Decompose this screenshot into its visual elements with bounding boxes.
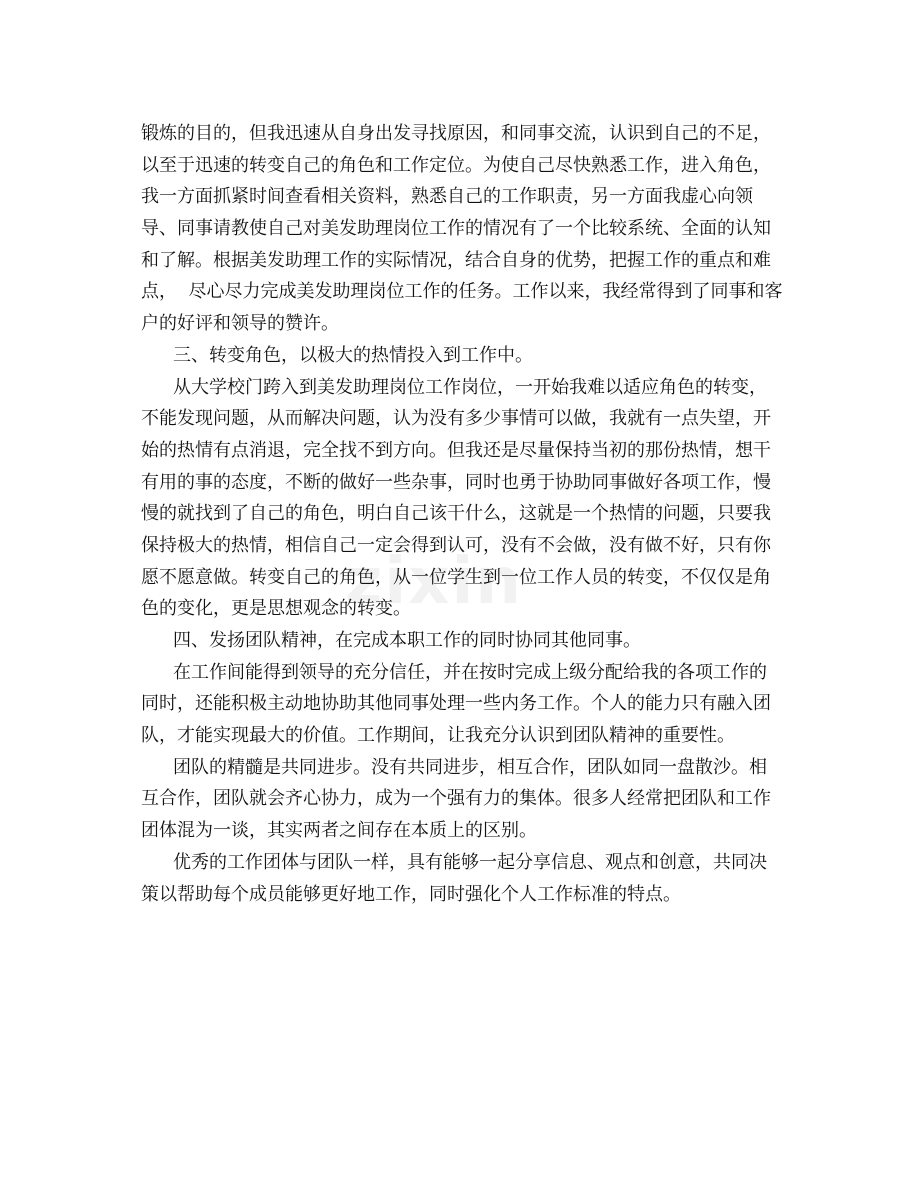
text-line-18: 在工作间能得到领导的充分信任，并在按时完成上级分配给我的各项工作的 — [173, 661, 767, 683]
text-line-14: 保持极大的热情，相信自己一定会得到认可，没有不会做，没有做不好，只有你 — [141, 534, 771, 556]
text-line-15: 愿不愿意做。转变自己的角色，从一位学生到一位工作人员的转变，不仅仅是角 — [141, 566, 771, 588]
text-line-21: 团队的精髓是共同进步。没有共同进步，相互合作，团队如同一盘散沙。相 — [173, 756, 767, 778]
text-line-19: 同时，还能积极主动地协助其他同事处理一些内务工作。个人的能力只有融入团 — [141, 693, 771, 715]
section-heading-4: 四、发扬团队精神，在完成本职工作的同时协同其他同事。 — [173, 630, 641, 651]
text-line-3: 我一方面抓紧时间查看相关资料，熟悉自己的工作职责，另一方面我虚心向领 — [141, 186, 753, 208]
text-line-13: 慢的就找到了自己的角色，明白自己该干什么，这就是一个热情的问题，只要我 — [141, 503, 771, 525]
document-body — [141, 118, 781, 910]
text-line-1: 锻炼的目的，但我迅速从自身出发寻找原因，和同事交流，认识到自己的不足， — [141, 123, 771, 144]
watermark: zixin — [345, 545, 523, 619]
text-line-24: 优秀的工作团体与团队一样，具有能够一起分享信息、观点和创意，共同决 — [173, 851, 767, 873]
text-line-16: 色的变化，更是思想观念的转变。 — [141, 598, 411, 620]
text-line-23: 团体混为一谈，其实两者之间存在本质上的区别。 — [141, 820, 537, 842]
section-heading-3: 三、转变角色，以极大的热情投入到工作中。 — [173, 344, 533, 366]
text-line-25: 策以帮助每个成员能够更好地工作，同时强化个人工作标准的特点。 — [141, 883, 681, 905]
text-line-7: 户的好评和领导的赞许。 — [141, 313, 339, 335]
text-line-10: 不能发现问题，从而解决问题，认为没有多少事情可以做，我就有一点失望，开 — [141, 408, 771, 430]
text-line-2: 以至于迅速的转变自己的角色和工作定位。为使自己尽快熟悉工作，进入角色， — [141, 154, 771, 176]
text-line-11: 始的热情有点消退，完全找不到方向。但我还是尽量保持当初的那份热情，想干 — [141, 439, 771, 461]
text-line-6: 点， 尽心尽力完成美发助理岗位工作的任务。工作以来，我经常得到了同事和客 — [141, 281, 783, 303]
text-line-20: 队，才能实现最大的价值。工作期间，让我充分认识到团队精神的重要性。 — [141, 725, 735, 747]
text-line-9: 从大学校门跨入到美发助理岗位工作岗位，一开始我难以适应角色的转变， — [173, 376, 767, 398]
text-line-12: 有用的事的态度，不断的做好一些杂事，同时也勇于协助同事做好各项工作，慢 — [141, 471, 771, 493]
text-line-5: 和了解。根据美发助理工作的实际情况，结合自身的优势，把握工作的重点和难 — [141, 249, 771, 271]
text-line-22: 互合作，团队就会齐心协力，成为一个强有力的集体。很多人经常把团队和工作 — [141, 788, 771, 810]
text-line-4: 导、同事请教使自己对美发助理岗位工作的情况有了一个比较系统、全面的认知 — [141, 218, 771, 240]
